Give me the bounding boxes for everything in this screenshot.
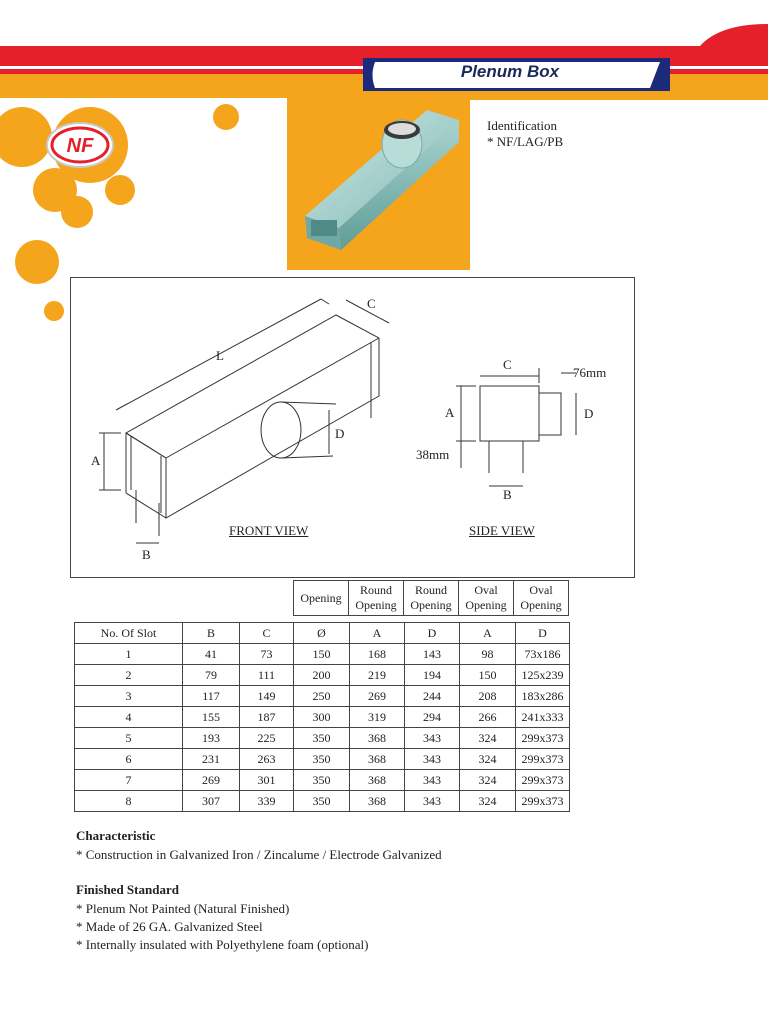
table-cell: 2	[75, 665, 183, 686]
table-cell: 350	[294, 728, 350, 749]
dim-label-l: L	[216, 348, 224, 363]
table-cell: 168	[350, 644, 405, 665]
table-cell: 343	[405, 749, 460, 770]
opening-type-header	[293, 580, 569, 616]
table-cell: 368	[350, 770, 405, 791]
table-cell: 307	[183, 791, 240, 812]
table-cell: 150	[460, 665, 516, 686]
characteristic-title: Characteristic	[76, 828, 156, 843]
table-cell: 266	[460, 707, 516, 728]
table-cell: 143	[405, 644, 460, 665]
table-cell: 350	[294, 749, 350, 770]
table-cell: 324	[460, 728, 516, 749]
table-cell: 319	[350, 707, 405, 728]
finished-standard-title: Finished Standard	[76, 882, 179, 897]
table-cell: 183x286	[516, 686, 570, 707]
table-cell: 263	[240, 749, 294, 770]
table-cell: 324	[460, 770, 516, 791]
table-cell: 225	[240, 728, 294, 749]
column-header: D	[516, 623, 570, 644]
table-cell: 3	[75, 686, 183, 707]
header-round-opening-d: Round Opening	[404, 581, 459, 616]
table-row	[75, 791, 570, 812]
table-cell: 98	[460, 644, 516, 665]
table-row	[75, 665, 570, 686]
product-photo	[287, 98, 470, 270]
table-cell: 8	[75, 791, 183, 812]
page-title: Plenum Box	[460, 62, 560, 81]
table-cell: 5	[75, 728, 183, 749]
table-cell: 350	[294, 770, 350, 791]
dim-label-a: A	[91, 453, 101, 468]
table-row	[75, 644, 570, 665]
technical-drawing	[70, 277, 635, 578]
identification-code: * NF/LAG/PB	[487, 134, 564, 149]
table-cell: 294	[405, 707, 460, 728]
side-dim-label-a: A	[445, 405, 455, 420]
table-cell: 244	[405, 686, 460, 707]
table-cell: 219	[350, 665, 405, 686]
table-cell: 299x373	[516, 791, 570, 812]
table-cell: 150	[294, 644, 350, 665]
table-cell: 208	[460, 686, 516, 707]
table-row	[75, 707, 570, 728]
side-dim-label-76mm: 76mm	[573, 365, 607, 380]
table-row	[75, 749, 570, 770]
table-cell: 299x373	[516, 728, 570, 749]
table-cell: 324	[460, 791, 516, 812]
table-cell: 250	[294, 686, 350, 707]
column-header: C	[240, 623, 294, 644]
table-cell: 4	[75, 707, 183, 728]
column-header: A	[350, 623, 405, 644]
table-cell: 339	[240, 791, 294, 812]
table-cell: 1	[75, 644, 183, 665]
side-dim-label-d: D	[584, 406, 594, 421]
table-cell: 231	[183, 749, 240, 770]
table-cell: 269	[183, 770, 240, 791]
table-cell: 299x373	[516, 770, 570, 791]
dim-label-b: B	[142, 547, 151, 562]
table-cell: 301	[240, 770, 294, 791]
table-cell: 300	[294, 707, 350, 728]
table-row	[75, 770, 570, 791]
table-cell: 7	[75, 770, 183, 791]
table-cell: 241x333	[516, 707, 570, 728]
table-header-row	[75, 623, 570, 644]
table-cell: 41	[183, 644, 240, 665]
characteristic-item: * Construction in Galvanized Iron / Zincalume / Electrode Galvanized	[76, 847, 442, 862]
front-view-label: FRONT VIEW	[229, 523, 309, 538]
table-cell: 324	[460, 749, 516, 770]
table-cell: 350	[294, 791, 350, 812]
column-header: No. Of Slot	[75, 623, 183, 644]
drawing-lines	[71, 278, 634, 577]
column-header: Ø	[294, 623, 350, 644]
table-cell: 269	[350, 686, 405, 707]
side-dim-label-38mm: 38mm	[416, 447, 450, 462]
table-cell: 73x186	[516, 644, 570, 665]
side-dim-label-c: C	[503, 357, 512, 372]
plenum-box-illustration	[287, 98, 470, 270]
table-cell: 73	[240, 644, 294, 665]
column-header: D	[405, 623, 460, 644]
table-cell: 299x373	[516, 749, 570, 770]
table-cell: 149	[240, 686, 294, 707]
table-cell: 200	[294, 665, 350, 686]
finished-standard-item: * Made of 26 GA. Galvanized Steel	[76, 919, 263, 934]
table-row	[75, 728, 570, 749]
side-dim-label-b: B	[503, 487, 512, 502]
table-cell: 343	[405, 770, 460, 791]
header-oval-opening-a: Oval Opening	[459, 581, 514, 616]
header-round-opening-a: Round Opening	[349, 581, 404, 616]
table-cell: 6	[75, 749, 183, 770]
table-cell: 111	[240, 665, 294, 686]
column-header: B	[183, 623, 240, 644]
header-opening: Opening	[294, 581, 349, 616]
table-cell: 193	[183, 728, 240, 749]
side-view-label: SIDE VIEW	[469, 523, 535, 538]
table-cell: 125x239	[516, 665, 570, 686]
dim-label-d: D	[335, 426, 345, 441]
table-cell: 187	[240, 707, 294, 728]
table-cell: 155	[183, 707, 240, 728]
company-logo	[47, 123, 113, 167]
table-cell: 117	[183, 686, 240, 707]
identification-block	[487, 118, 563, 150]
logo-text: NF	[66, 135, 94, 157]
identification-label: Identification	[487, 118, 558, 133]
table-cell: 343	[405, 728, 460, 749]
table-cell: 194	[405, 665, 460, 686]
table-cell: 368	[350, 749, 405, 770]
table-cell: 343	[405, 791, 460, 812]
finished-standard-item: * Internally insulated with Polyethylene foam (optional)	[76, 937, 369, 952]
table-cell: 79	[183, 665, 240, 686]
specs-table	[74, 622, 570, 812]
table-cell: 368	[350, 791, 405, 812]
finished-standard-item: * Plenum Not Painted (Natural Finished)	[76, 901, 290, 916]
table-cell: 368	[350, 728, 405, 749]
table-row	[75, 686, 570, 707]
header-oval-opening-d: Oval Opening	[514, 581, 569, 616]
column-header: A	[460, 623, 516, 644]
dim-label-c: C	[367, 296, 376, 311]
